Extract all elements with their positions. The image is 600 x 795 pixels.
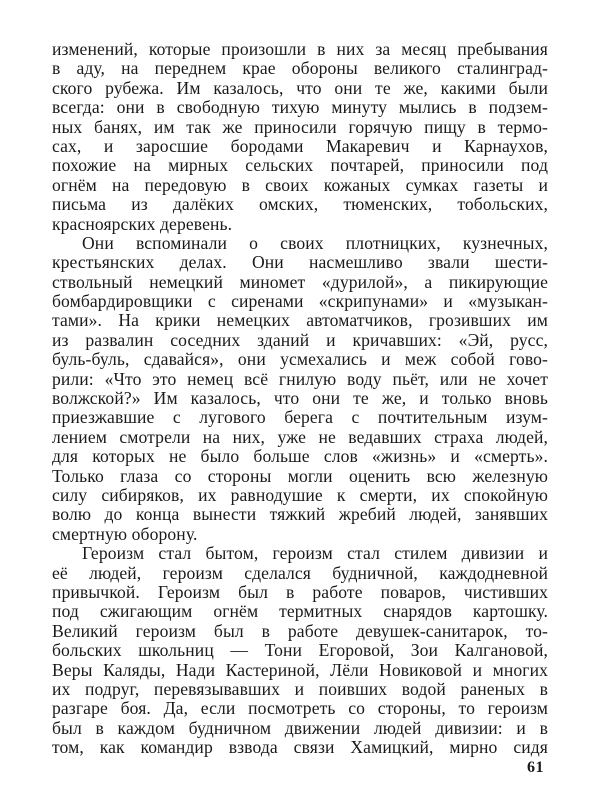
text-line: в аду, на переднем крае обороны великого сталинград- bbox=[52, 58, 548, 79]
text-line: волю до конца вынести тяжкий жребий людей, занявших bbox=[52, 504, 548, 525]
text-line: лением смотрели на них, уже не ведавших страха людей, bbox=[52, 426, 548, 447]
text-line: Только глаза со стороны могли оценить всю железную bbox=[52, 465, 548, 486]
text-line: том, как командир взвода связи Хамицкий, мирно сидя bbox=[52, 737, 548, 758]
page-number: 61 bbox=[527, 759, 544, 776]
text-line: письма из далёких омских, тюменских, тобольских, bbox=[52, 194, 548, 215]
text-line: был в каждом будничном движении людей дивизии: и в bbox=[52, 717, 548, 738]
text-line: её людей, героизм сделался будничной, каждодневной bbox=[52, 562, 548, 583]
text-line: приезжавшие с лугового берега с почтительным изум- bbox=[52, 407, 548, 428]
text-line: для которых не было больше слов «жизнь» и «смерть». bbox=[52, 446, 548, 467]
text-line: огнём на передовую в своих кожаных сумках газеты и bbox=[52, 174, 548, 195]
paragraph-3 bbox=[52, 544, 548, 757]
text-line: силу сибиряков, их равнодушие к смерти, их спокойную bbox=[52, 484, 548, 505]
text-line: разгаре боя. Да, если посмотреть со стороны, то героизм bbox=[52, 698, 548, 719]
text-line: под сжигающим огнём термитных снарядов картошку. bbox=[52, 601, 548, 622]
text-line: ных банях, им так же приносили горячую пищу в термо- bbox=[52, 116, 548, 137]
text-line: тами». На крики немецких автоматчиков, грозивших им bbox=[52, 310, 548, 331]
text-line: привычкой. Героизм был в работе поваров, чистивших bbox=[52, 581, 548, 602]
text-line: ствольный немецкий миномет «дурилой», а пикирующие bbox=[52, 271, 548, 292]
text-line: ского рубежа. Им казалось, что они те же, какими были bbox=[52, 77, 548, 98]
text-line: буль-буль, сдавайся», они усмехались и меж собой гово- bbox=[52, 349, 548, 370]
text-line: всегда: они в свободную тихую минуту мылись в подзем- bbox=[52, 97, 548, 118]
text-line: рили: «Что это немец всё гнилую воду пьёт, или не хочет bbox=[52, 368, 548, 389]
page-text bbox=[52, 40, 548, 757]
text-line: изменений, которые произошли в них за месяц пребывания bbox=[52, 39, 548, 59]
text-line: Они вспоминали о своих плотницких, кузнечных, bbox=[82, 232, 548, 253]
text-line: похожие на мирных сельских почтарей, приносили под bbox=[52, 155, 548, 176]
paragraph-2 bbox=[52, 234, 548, 544]
text-line: Веры Каляды, Нади Кастериной, Лёли Новиковой и многих bbox=[52, 659, 548, 680]
paragraph-1 bbox=[52, 40, 548, 234]
text-line: больских школьниц — Тони Егоровой, Зои Калгановой, bbox=[52, 640, 548, 661]
text-line: Великий героизм был в работе девушек-санитарок, то- bbox=[52, 620, 548, 641]
text-line: из развалин соседних зданий и кричавших: «Эй, русс, bbox=[52, 329, 548, 350]
text-line: их подруг, перевязывавших и поивших водой раненых в bbox=[52, 678, 548, 699]
text-line: красноярских деревень. bbox=[52, 213, 233, 234]
text-line: крестьянских делах. Они насмешливо звали шести- bbox=[52, 252, 548, 273]
text-line: смертную оборону. bbox=[52, 523, 198, 544]
text-line: волжской?» Им казалось, что они те же, и только вновь bbox=[52, 388, 548, 409]
text-line: бомбардировщики с сиренами «скрипунами» и «музыкан- bbox=[52, 291, 548, 312]
text-line: сах, и заросшие бородами Макаревич и Карнаухов, bbox=[52, 135, 548, 156]
text-line: Героизм стал бытом, героизм стал стилем дивизии и bbox=[82, 543, 548, 564]
